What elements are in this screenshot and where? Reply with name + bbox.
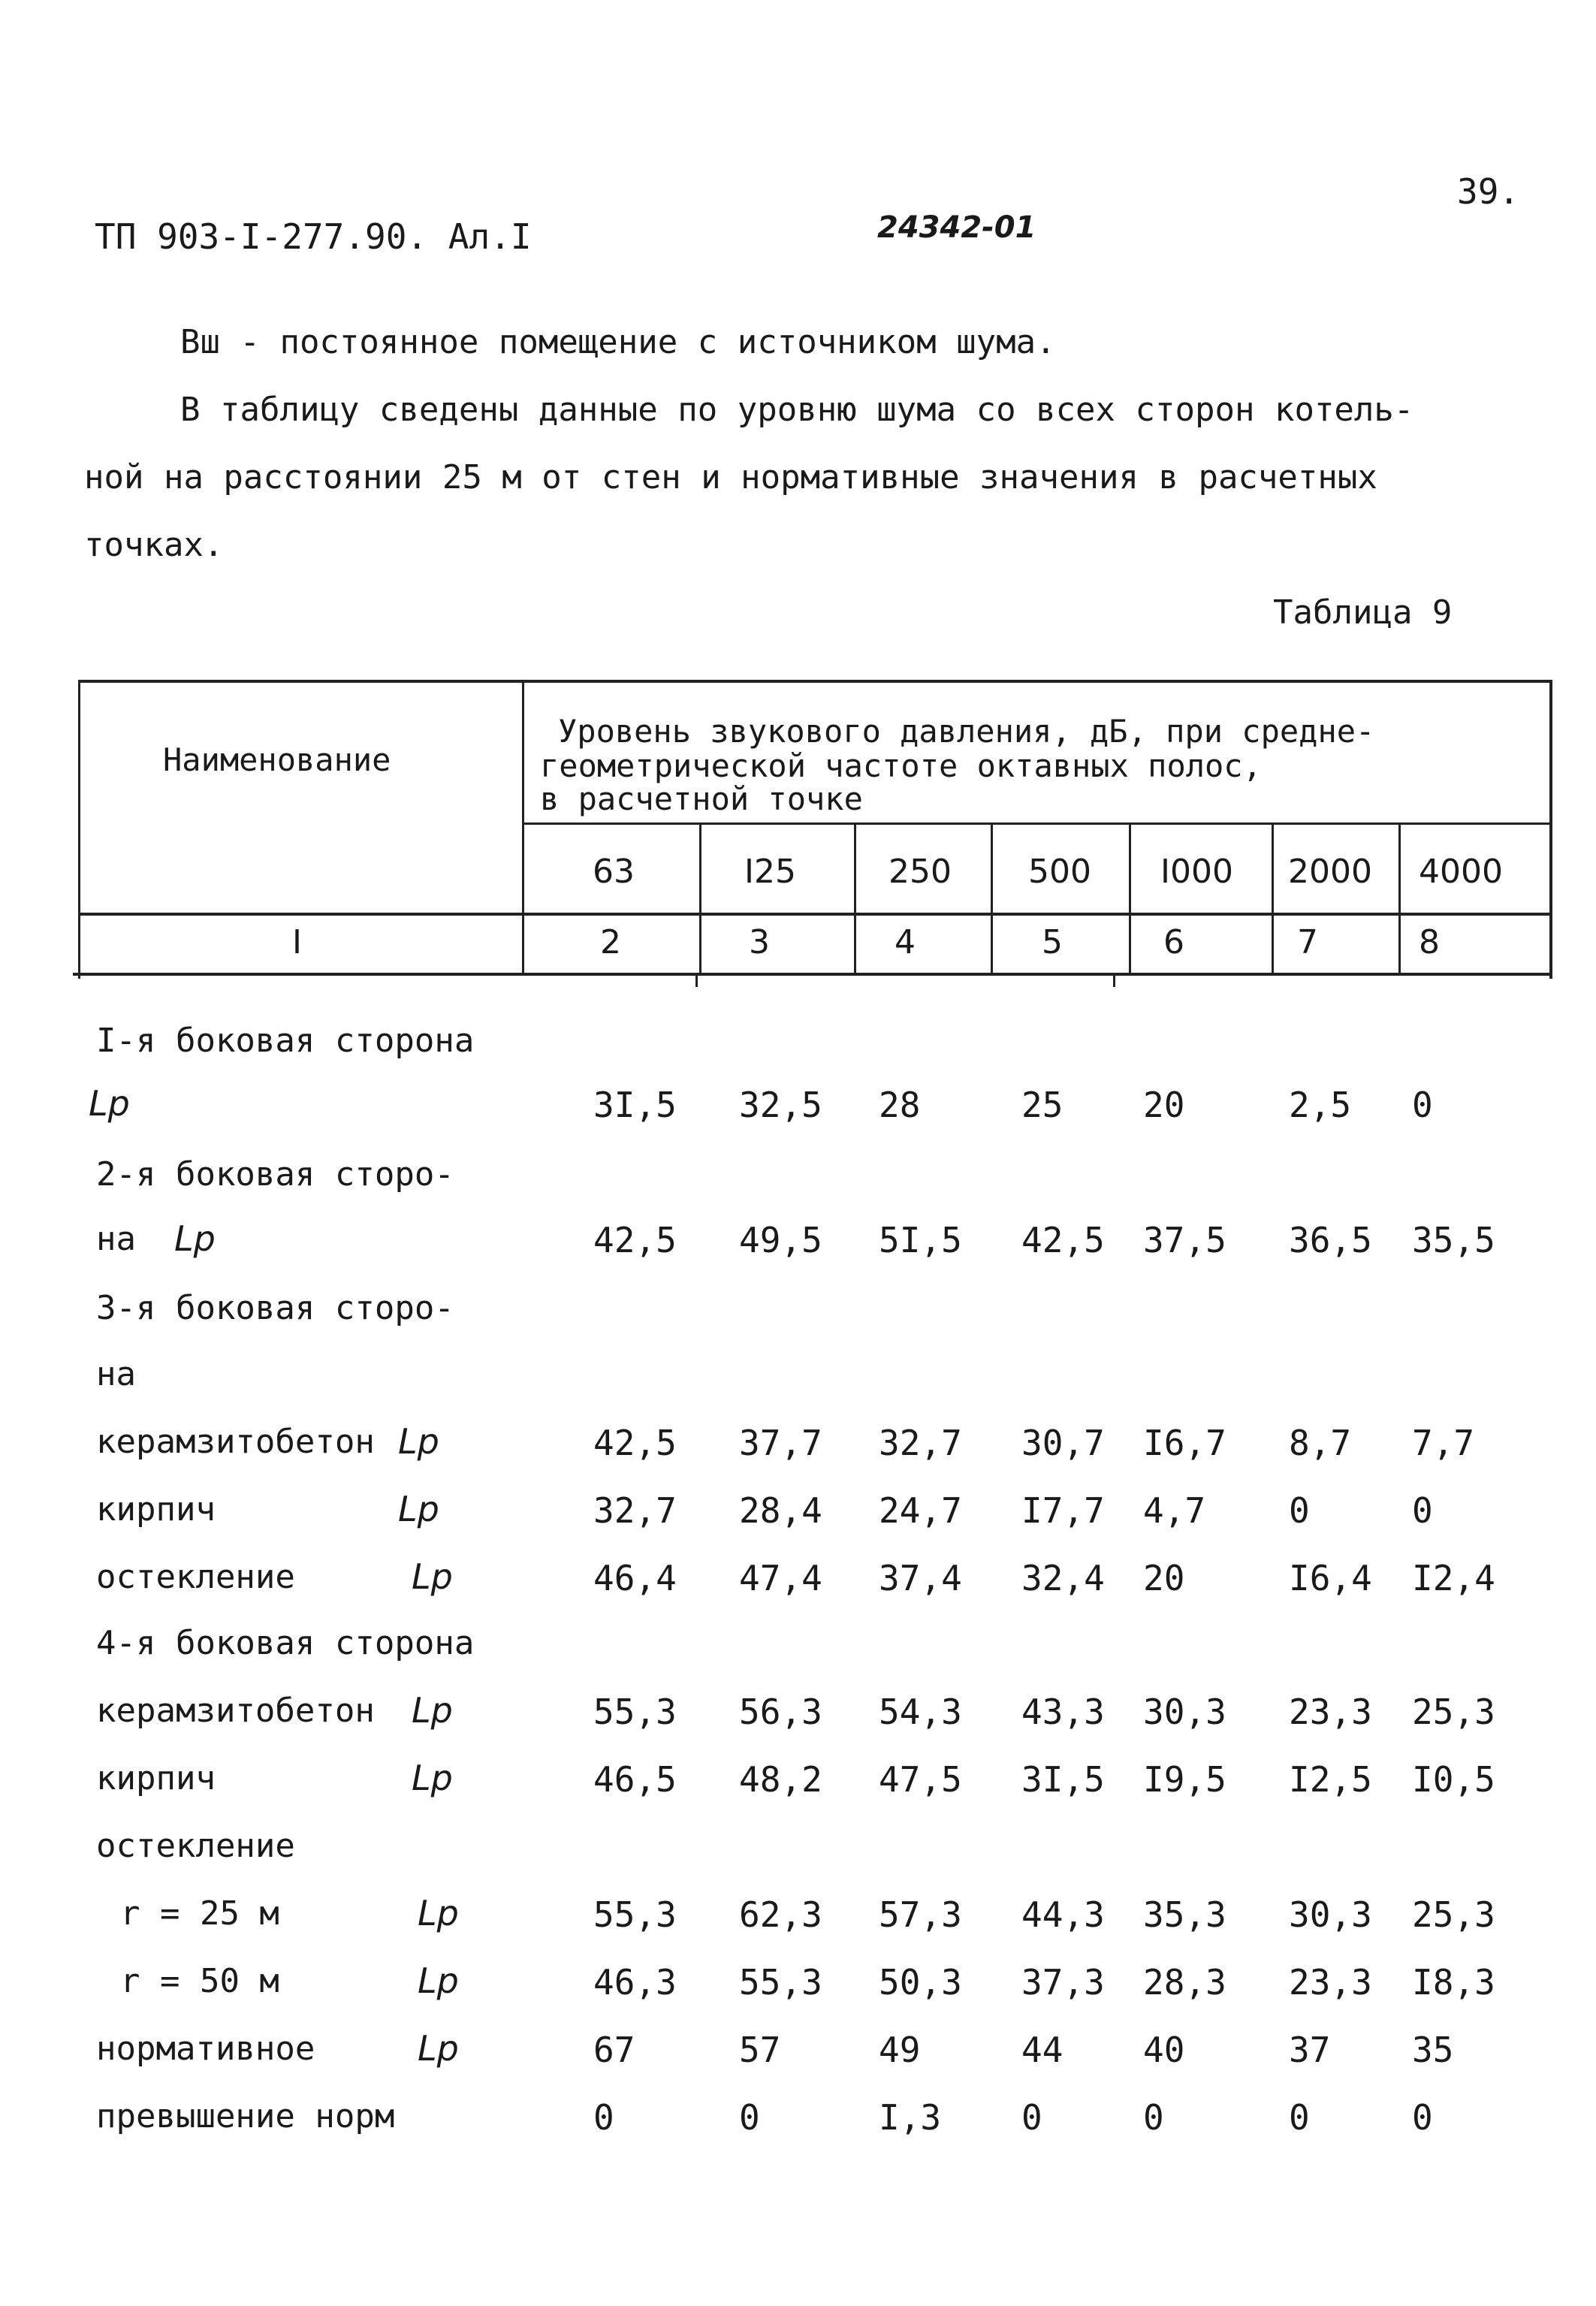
column-header-name: Наименование — [163, 741, 391, 778]
table-cell: 49,5 — [739, 1220, 822, 1260]
table-cell: 3I,5 — [1021, 1759, 1105, 1800]
lp-symbol: Lр — [412, 1690, 453, 1731]
column-divider — [1129, 822, 1131, 976]
table-cell: 47,4 — [739, 1558, 822, 1598]
row-label: керамзитобетон — [96, 1423, 375, 1461]
body-line-1: Вш - постоянное помещение с источником шума. — [180, 323, 1056, 361]
table-cell: 55,3 — [593, 1894, 677, 1935]
tick-mark — [1113, 973, 1115, 987]
table-cell: 37,7 — [739, 1423, 822, 1463]
row-label: кирпич — [96, 1490, 216, 1529]
table-cell: I6,4 — [1289, 1558, 1372, 1598]
frequency-label: 4000 — [1419, 853, 1503, 891]
group-header-line: геометрической частоте октавных полос, — [540, 747, 1262, 784]
table-cell: 40 — [1143, 2030, 1185, 2070]
table-cell: I8,3 — [1412, 1962, 1495, 2003]
table-cell: I6,7 — [1143, 1423, 1226, 1463]
row-label: керамзитобетон — [96, 1692, 375, 1730]
table-cell: 0 — [593, 2097, 614, 2138]
table-cell: I0,5 — [1412, 1759, 1495, 1800]
table-cell: 32,7 — [879, 1423, 962, 1463]
table-cell: 25 — [1021, 1085, 1063, 1125]
table-cell: 25,3 — [1412, 1692, 1495, 1732]
table-cell: 0 — [1289, 2097, 1310, 2138]
document-code: ТП 903-I-277.90. Ал.I — [95, 216, 532, 257]
table-cell: 48,2 — [739, 1759, 822, 1800]
table-cell: 46,5 — [593, 1759, 677, 1800]
column-number: 4 — [895, 923, 916, 961]
table-cell: 23,3 — [1289, 1962, 1372, 2003]
column-number: I — [292, 923, 302, 961]
page-number: 39. — [1457, 171, 1520, 212]
table-cell: 44 — [1021, 2030, 1063, 2070]
table-cell: 5I,5 — [879, 1220, 962, 1260]
row-label: I-я боковая сторона — [96, 1022, 475, 1060]
table-cell: 25,3 — [1412, 1894, 1495, 1935]
lp-symbol: Lр — [398, 1489, 439, 1529]
row-label: нормативное — [96, 2030, 315, 2068]
lp-symbol: Lр — [412, 1556, 453, 1597]
table-cell: 28,4 — [739, 1490, 822, 1531]
column-number: 2 — [600, 923, 621, 961]
table-cell: 28,3 — [1143, 1962, 1226, 2003]
table-cell: 32,7 — [593, 1490, 677, 1531]
row-label: r = 25 м — [120, 1894, 279, 1933]
table-cell: 30,3 — [1289, 1894, 1372, 1935]
tick-mark — [695, 973, 698, 987]
table-cell: I2,4 — [1412, 1558, 1495, 1598]
column-divider — [1272, 822, 1274, 976]
table-cell: 30,7 — [1021, 1423, 1105, 1463]
column-number: 8 — [1419, 923, 1440, 961]
row-label: 4-я боковая сторона — [96, 1624, 475, 1662]
table-cell: I9,5 — [1143, 1759, 1226, 1800]
table-cell: 30,3 — [1143, 1692, 1226, 1732]
row-label: 3-я боковая сторо- — [96, 1289, 454, 1327]
handwritten-number: 24342-01 — [877, 210, 1036, 245]
row-label: на — [96, 1220, 136, 1258]
table-cell: I7,7 — [1021, 1490, 1105, 1531]
table-cell: 57 — [739, 2030, 781, 2070]
table-cell: 3I,5 — [593, 1085, 677, 1125]
column-divider — [991, 822, 993, 976]
table-cell: 37,3 — [1021, 1962, 1105, 2003]
header-divider — [523, 822, 1549, 825]
table-cell: 62,3 — [739, 1894, 822, 1935]
table-cell: 44,3 — [1021, 1894, 1105, 1935]
table-cell: 50,3 — [879, 1962, 962, 2003]
table-cell: 35,3 — [1143, 1894, 1226, 1935]
frequency-label: 250 — [889, 853, 952, 891]
table-cell: 37,4 — [879, 1558, 962, 1598]
table-cell: 35 — [1412, 2030, 1454, 2070]
column-divider — [1398, 822, 1401, 976]
column-number: 7 — [1297, 923, 1318, 961]
table-cell: 42,5 — [593, 1423, 677, 1463]
table-cell: 42,5 — [1021, 1220, 1105, 1260]
column-divider — [522, 683, 524, 976]
table-cell: 55,3 — [739, 1962, 822, 2003]
lp-symbol: Lр — [412, 1758, 453, 1798]
table-cell: 0 — [1412, 1085, 1433, 1125]
table-cell: 0 — [1412, 1490, 1433, 1531]
table-cell: 42,5 — [593, 1220, 677, 1260]
body-line-2: В таблицу сведены данные по уровню шума со всех сторон котель- — [180, 391, 1414, 429]
table-cell: 20 — [1143, 1085, 1185, 1125]
lp-symbol: Lр — [174, 1218, 216, 1259]
body-line-3: ной на расстоянии 25 м от стен и нормативные значения в расчетных — [84, 458, 1377, 497]
row-label: остекление — [96, 1827, 295, 1865]
table-cell: 0 — [1412, 2097, 1433, 2138]
column-number: 3 — [749, 923, 770, 961]
row-label: r = 50 м — [120, 1962, 279, 2000]
table-cell: 0 — [1289, 1490, 1310, 1531]
frequency-label: I000 — [1160, 853, 1233, 891]
table-cell: 37 — [1289, 2030, 1331, 2070]
row-label: 2-я боковая сторо- — [96, 1155, 454, 1194]
table-caption: Таблица 9 — [1273, 593, 1453, 632]
table-header — [78, 680, 1552, 979]
table-cell: 35,5 — [1412, 1220, 1495, 1260]
frequency-label: 63 — [593, 853, 635, 891]
table-cell: 57,3 — [879, 1894, 962, 1935]
body-line-4: точках. — [84, 526, 224, 564]
table-cell: 46,3 — [593, 1962, 677, 2003]
lp-symbol: Lр — [418, 2028, 459, 2069]
table-cell: 0 — [1021, 2097, 1042, 2138]
table-cell: 32,4 — [1021, 1558, 1105, 1598]
row-label: кирпич — [96, 1759, 216, 1797]
table-cell: 46,4 — [593, 1558, 677, 1598]
lp-symbol: Lр — [418, 1893, 459, 1933]
table-cell: 7,7 — [1412, 1423, 1475, 1463]
frequency-label: 2000 — [1288, 853, 1372, 891]
table-cell: 28 — [879, 1085, 921, 1125]
table-cell: 43,3 — [1021, 1692, 1105, 1732]
header-divider — [73, 973, 1549, 976]
column-number: 6 — [1163, 923, 1184, 961]
table-cell: 49 — [879, 2030, 921, 2070]
table-cell: 20 — [1143, 1558, 1185, 1598]
table-cell: I,3 — [879, 2097, 942, 2138]
table-cell: 2,5 — [1289, 1085, 1352, 1125]
table-cell: 0 — [739, 2097, 760, 2138]
column-divider — [699, 822, 701, 976]
table-cell: 54,3 — [879, 1692, 962, 1732]
row-label: на — [96, 1355, 136, 1393]
header-divider — [80, 913, 1549, 916]
table-cell: 56,3 — [739, 1692, 822, 1732]
row-label: превышение норм — [96, 2097, 395, 2135]
table-cell: 32,5 — [739, 1085, 822, 1125]
frequency-label: I25 — [744, 853, 796, 891]
table-cell: 24,7 — [879, 1490, 962, 1531]
table-cell: I2,5 — [1289, 1759, 1372, 1800]
table-cell: 4,7 — [1143, 1490, 1206, 1531]
frequency-label: 500 — [1028, 853, 1091, 891]
table-cell: 37,5 — [1143, 1220, 1226, 1260]
lp-symbol: Lр — [398, 1421, 439, 1462]
table-cell: 67 — [593, 2030, 635, 2070]
table-cell: 55,3 — [593, 1692, 677, 1732]
group-header-line: Уровень звукового давления, дБ, при средне- — [558, 713, 1375, 750]
row-label: остекление — [96, 1558, 295, 1596]
table-cell: 23,3 — [1289, 1692, 1372, 1732]
column-number: 5 — [1042, 923, 1063, 961]
lp-symbol: Lр — [418, 1960, 459, 2001]
table-cell: 47,5 — [879, 1759, 962, 1800]
lp-symbol: Lр — [89, 1083, 130, 1124]
table-cell: 0 — [1143, 2097, 1164, 2138]
table-cell: 8,7 — [1289, 1423, 1352, 1463]
group-header-line: в расчетной точке — [540, 780, 863, 817]
column-divider — [854, 822, 856, 976]
table-cell: 36,5 — [1289, 1220, 1372, 1260]
